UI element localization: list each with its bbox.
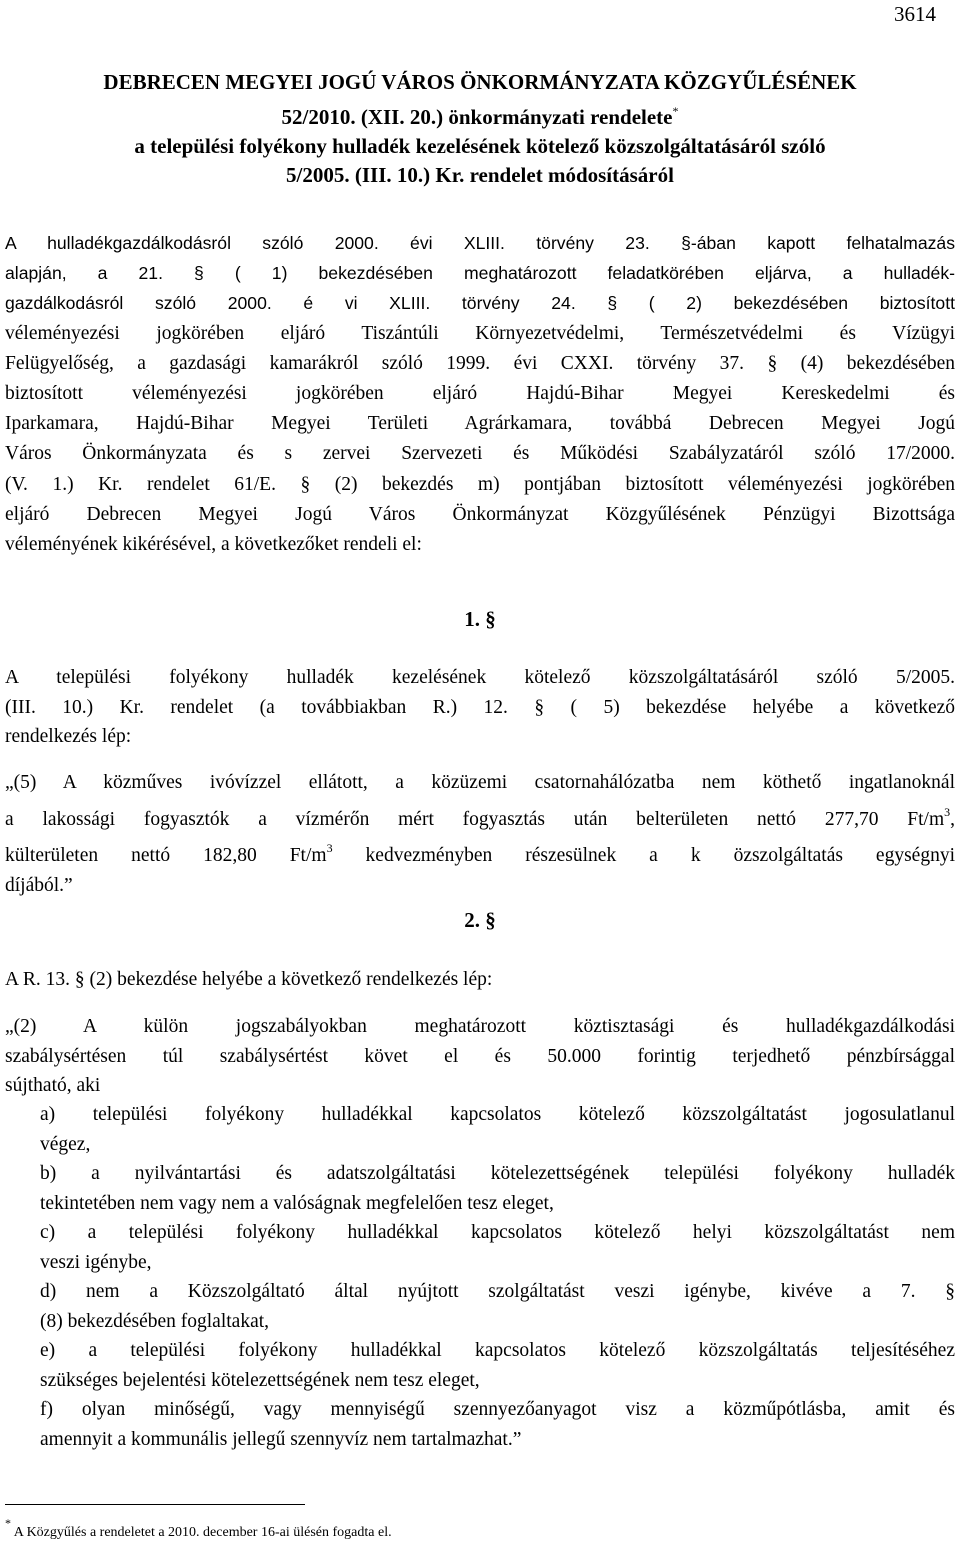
section-line: A települési folyékony hulladék kezelésének kötelező közszolgáltatásáról szóló 5/2005. [5,667,955,688]
quote-text: a lakossági fogyasztók a vízmérőn mért fogyasztás után belterületen nettó 277,70 Ft/m [5,808,945,830]
preamble-line: gazdálkodásról szóló 2000. é vi XLIII. törvény 24. § ( 2) bekezdésében biztosított [5,293,955,314]
preamble-line: eljáró Debrecen Megyei Jogú Város Önkormányzat Közgyűlésének Pénzügyi Bizottsága [5,503,955,525]
page-number: 3614 [894,2,936,26]
list-item: d) nem a Közszolgáltató által nyújtott szolgáltatást veszi igénybe, kivéve a 7. § [40,1281,955,1302]
section-line: rendelkezés lép: [5,726,132,747]
quote-text: , [950,808,955,830]
quote-line: szabálysértésen túl szabálysértést követ el és 50.000 forintig terjedhető pénzbírsággal [5,1045,955,1067]
list-item-continuation: tekintetében nem vagy nem a valóságnak megfelelően tesz eleget, [40,1192,554,1214]
list-item-continuation: amennyit a kommunális jellegű szennyvíz nem tartalmazhat.” [40,1428,522,1450]
title-line-4: 5/2005. (III. 10.) Kr. rendelet módosításáról [286,163,674,187]
preamble-line: véleményezési jogkörében eljáró Tiszántúli Környezetvédelmi, Természetvédelmi és Vízügyi [5,322,955,344]
section-1-intro [5,663,955,752]
quote-line: díjából.” [5,874,73,896]
title-line-2 [0,97,960,132]
list-item: a) települési folyékony hulladékkal kapcsolatos kötelező közszolgáltatást jogosulatlanul [40,1104,955,1125]
section-1-heading: 1. § [464,607,496,631]
footnote-mark: * [5,1516,11,1530]
footnote-divider [5,1504,305,1505]
preamble-line: véleményének kikérésével, a következőket rendeli el: [5,534,422,556]
list-item-continuation: veszi igénybe, [40,1251,152,1273]
list-item-continuation: szükséges bejelentési kötelezettségének nem tesz eleget, [40,1369,480,1391]
list-item-continuation: (8) bekezdésében foglaltakat, [40,1310,270,1332]
title-line-3: a települési folyékony hulladék kezelésének kötelező közszolgáltatásáról szóló [134,134,826,158]
preamble-line: A hulladékgazdálkodásról szóló 2000. évi XLIII. törvény 23. §-ában kapott felhatalmazás [5,233,955,253]
violation-list [40,1100,955,1454]
quote-line: „(5) A közműves ivóvízzel ellátott, a közüzemi csatornahálózatba nem köthető ingatlanoknál [5,772,955,793]
quote-line [5,834,955,871]
section-2-intro [5,965,955,995]
quote-text: kedvezményben részesülnek a k özszolgáltatás egységnyi [332,845,955,866]
decree-number: 52/2010. (XII. 20.) önkormányzati rendelete [281,105,673,129]
quote-text: külterületen nettó 182,80 Ft/m [5,845,327,866]
exponent: 3 [326,841,333,855]
exponent: 3 [944,804,951,819]
document-title [0,68,960,190]
quote-line: „(2) A külön jogszabályokban meghatározott köztisztasági és hulladékgazdálkodási [5,1016,955,1037]
section-2-heading: 2. § [464,908,496,932]
preamble-line: biztosított véleményezési jogkörében eljáró Hajdú-Bihar Megyei Kereskedelmi és [5,383,955,405]
preamble [5,228,955,560]
footnote [5,1516,392,1541]
preamble-line: alapján, a 21. § ( 1) bekezdésében meghatározott feladatkörében eljárva, a hulladék- [5,263,955,284]
preamble-line: Iparkamara, Hajdú-Bihar Megyei Területi Agrárkamara, továbbá Debrecen Megyei Jogú [5,413,955,435]
list-item: f) olyan minőségű, vagy mennyiségű szennyezőanyagot visz a közműpótlásba, amit és [40,1399,955,1420]
preamble-line: (V. 1.) Kr. rendelet 61/E. § (2) bekezdés m) pontjában biztosított véleményezési jogkörében [5,473,955,495]
section-line: A R. 13. § (2) bekezdése helyébe a következő rendelkezés lép: [5,969,493,990]
section-line: (III. 10.) Kr. rendelet (a továbbiakban R.) 12. § ( 5) bekezdése helyébe a következő [5,696,955,718]
section-2-quote [5,1012,955,1101]
footnote-reference[interactable]: * [672,104,679,118]
list-item: b) a nyilvántartási és adatszolgáltatási kötelezettségének települési folyékony hulladék [40,1163,955,1184]
section-1-quote [5,768,955,900]
list-item: c) a települési folyékony hulladékkal kapcsolatos kötelező helyi közszolgáltatást nem [40,1222,955,1243]
quote-line: sújtható, aki [5,1075,101,1096]
preamble-line: Felügyelőség, a gazdasági kamarákról szóló 1999. évi CXXI. törvény 37. § (4) bekezdésében [5,352,955,374]
footnote-text: A Közgyűlés a rendeletet a 2010. december 16-ai ülésén fogadta el. [11,1525,392,1540]
list-item-continuation: végez, [40,1133,91,1155]
title-line-1: DEBRECEN MEGYEI JOGÚ VÁROS ÖNKORMÁNYZATA KÖZGYŰLÉSÉNEK [103,70,857,94]
preamble-line: Város Önkormányzata és s zervei Szervezeti és Működési Szabályzatáról szóló 17/2000. [5,443,955,465]
list-item: e) a települési folyékony hulladékkal kapcsolatos kötelező közszolgáltatás teljesítéséhez [40,1340,955,1361]
quote-line [5,798,955,835]
